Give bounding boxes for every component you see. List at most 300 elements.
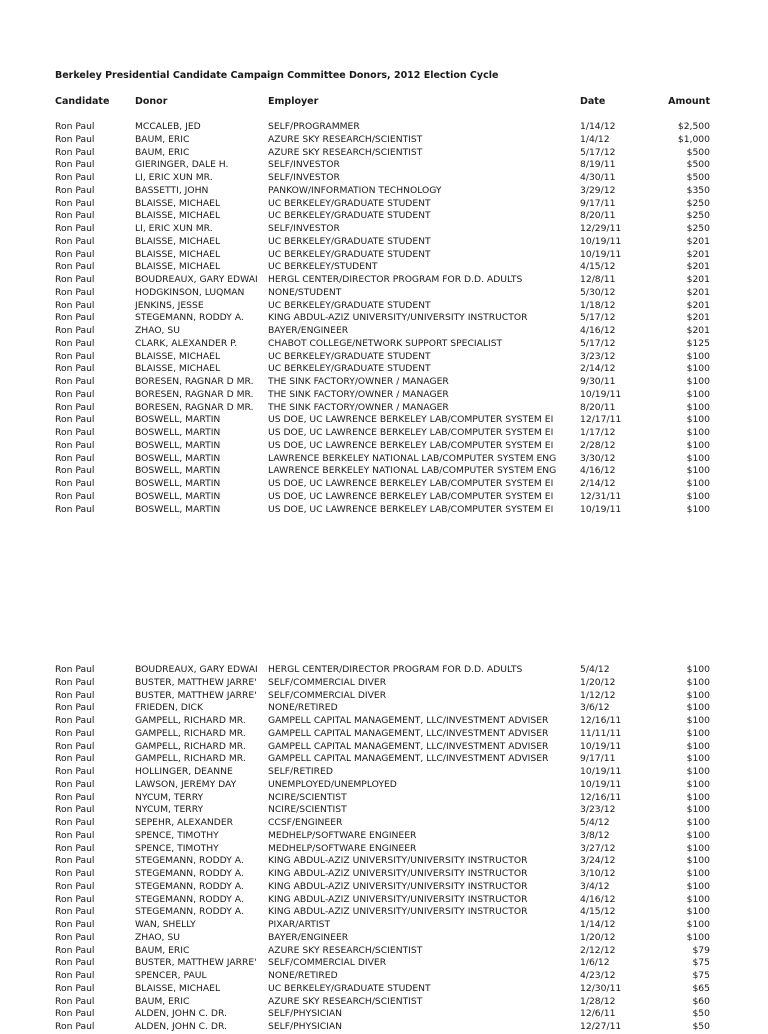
donor-table-page-2 [0,664,768,1034]
candidate-cell: Ron Paul [55,740,95,752]
donor-cell: SPENCE, TIMOTHY [135,829,219,841]
employer-cell: US DOE, UC LAWRENCE BERKELEY LAB/COMPUTER SYSTEM EI [268,478,554,489]
donor-cell: BUSTER, MATTHEW JARRE' [135,676,257,688]
table-row [0,817,768,830]
candidate-cell: Ron Paul [55,753,95,765]
donor-cell: BLAISSE, MICHAEL [135,982,221,994]
table-row [0,843,768,856]
candidate-cell: Ron Paul [55,893,95,905]
table-row [0,363,768,376]
amount-cell: $350 [686,184,710,196]
employer-cell: KING ABDUL-AZIZ UNIVERSITY/UNIVERSITY INSTRUCTOR [268,893,528,905]
table-row [0,453,768,466]
table-row [0,312,768,325]
donor-cell: CLARK, ALEXANDER P. [135,337,238,349]
employer-cell: THE SINK FACTORY/OWNER / MANAGER [268,376,449,387]
table-row [0,338,768,351]
candidate-cell: Ron Paul [55,944,95,956]
candidate-cell: Ron Paul [55,184,95,196]
amount-cell: $50 [692,1008,710,1020]
table-row [0,983,768,996]
column-header-date: Date [580,96,606,107]
table-row [0,402,768,415]
date-cell: 5/30/12 [580,286,616,298]
amount-cell: $100 [686,906,710,918]
employer-cell: AZURE SKY RESEARCH/SCIENTIST [268,995,423,1007]
donor-cell: GIERINGER, DALE H. [135,159,229,171]
date-cell: 12/6/11 [580,1008,616,1020]
donor-cell: GAMPELL, RICHARD MR. [135,740,246,752]
date-cell: 12/16/11 [580,791,622,803]
donor-cell: BLAISSE, MICHAEL [135,235,221,247]
candidate-cell: Ron Paul [55,868,95,879]
candidate-cell: Ron Paul [55,676,95,688]
donor-cell: HOLLINGER, DEANNE [135,766,233,777]
table-row [0,894,768,907]
date-cell: 3/8/12 [580,829,610,841]
employer-cell: SELF/COMMERCIAL DIVER [268,689,387,701]
employer-cell: US DOE, UC LAWRENCE BERKELEY LAB/COMPUTER SYSTEM EI [268,414,554,426]
employer-cell: MEDHELP/SOFTWARE ENGINEER [268,842,417,854]
donor-cell: BOSWELL, MARTIN [135,414,221,426]
amount-cell: $201 [686,261,710,273]
candidate-cell: Ron Paul [55,414,95,426]
date-cell: 10/19/11 [580,503,622,515]
date-cell: 5/17/12 [580,146,616,158]
candidate-cell: Ron Paul [55,248,95,260]
employer-cell: UC BERKELEY/GRADUATE STUDENT [268,982,431,994]
candidate-cell: Ron Paul [55,982,95,994]
employer-cell: US DOE, UC LAWRENCE BERKELEY LAB/COMPUTER SYSTEM EI [268,490,554,502]
column-header-candidate: Candidate [55,96,110,107]
date-cell: 1/14/12 [580,919,616,930]
candidate-cell: Ron Paul [55,439,95,451]
amount-cell: $100 [686,439,710,451]
employer-cell: SELF/INVESTOR [268,159,340,171]
amount-cell: $100 [686,401,710,413]
amount-cell: $100 [686,931,710,943]
amount-cell: $100 [686,414,710,426]
table-row [0,159,768,172]
donor-cell: LAWSON, JEREMY DAY [135,778,237,790]
amount-cell: $65 [692,982,710,994]
amount-cell: $100 [686,363,710,375]
date-cell: 3/27/12 [580,842,616,854]
donor-cell: BLAISSE, MICHAEL [135,363,221,375]
table-row [0,690,768,703]
employer-cell: LAWRENCE BERKELEY NATIONAL LAB/COMPUTER SYSTEM ENG [268,452,557,464]
employer-cell: KING ABDUL-AZIZ UNIVERSITY/UNIVERSITY INSTRUCTOR [268,880,528,892]
amount-cell: $201 [686,274,710,285]
date-cell: 5/17/12 [580,312,616,324]
candidate-cell: Ron Paul [55,931,95,943]
amount-cell: $100 [686,753,710,765]
employer-cell: SELF/INVESTOR [268,223,340,234]
donor-cell: BAUM, ERIC [135,995,190,1007]
date-cell: 2/12/12 [580,944,616,956]
table-row [0,389,768,402]
donor-cell: BOSWELL, MARTIN [135,503,221,515]
date-cell: 1/28/12 [580,995,616,1007]
table-row [0,741,768,754]
donor-cell: BLAISSE, MICHAEL [135,350,221,362]
date-cell: 1/14/12 [580,121,616,132]
date-cell: 9/17/11 [580,753,616,765]
employer-cell: HERGL CENTER/DIRECTOR PROGRAM FOR D.D. ADULTS [268,664,523,675]
candidate-cell: Ron Paul [55,350,95,362]
amount-cell: $100 [686,376,710,387]
table-row [0,906,768,919]
candidate-cell: Ron Paul [55,121,95,132]
amount-cell: $100 [686,804,710,816]
table-row [0,932,768,945]
table-row [0,830,768,843]
table-row [0,779,768,792]
amount-cell: $100 [686,842,710,854]
amount-cell: $1,000 [677,133,710,145]
candidate-cell: Ron Paul [55,325,95,336]
table-row [0,210,768,223]
donor-cell: SEPEHR, ALEXANDER [135,817,234,828]
table-row [0,804,768,817]
date-cell: 2/28/12 [580,439,616,451]
donor-cell: STEGEMANN, RODDY A. [135,868,244,879]
column-header-employer: Employer [268,96,319,107]
donor-cell: NYCUM, TERRY [135,804,204,816]
donor-cell: BLAISSE, MICHAEL [135,210,221,222]
donor-cell: STEGEMANN, RODDY A. [135,880,244,892]
candidate-cell: Ron Paul [55,235,95,247]
date-cell: 1/18/12 [580,299,616,311]
employer-cell: NONE/STUDENT [268,286,342,298]
candidate-cell: Ron Paul [55,452,95,464]
candidate-cell: Ron Paul [55,478,95,489]
employer-cell: PIXAR/ARTIST [268,919,331,930]
donor-cell: BOSWELL, MARTIN [135,427,221,438]
amount-cell: $201 [686,286,710,298]
candidate-cell: Ron Paul [55,855,95,867]
employer-cell: UC BERKELEY/GRADUATE STUDENT [268,235,431,247]
donor-cell: BOSWELL, MARTIN [135,452,221,464]
employer-cell: THE SINK FACTORY/OWNER / MANAGER [268,388,449,400]
date-cell: 10/19/11 [580,248,622,260]
employer-cell: SELF/INVESTOR [268,172,340,183]
donor-cell: SPENCE, TIMOTHY [135,842,219,854]
donor-cell: BOUDREAUX, GARY EDWAI [135,664,258,675]
candidate-cell: Ron Paul [55,376,95,387]
table-row [0,185,768,198]
date-cell: 12/27/11 [580,1021,622,1032]
donor-cell: LI, ERIC XUN MR. [135,172,213,183]
employer-cell: GAMPELL CAPITAL MANAGEMENT, LLC/INVESTMENT ADVISER [268,753,549,765]
employer-cell: AZURE SKY RESEARCH/SCIENTIST [268,133,423,145]
amount-cell: $250 [686,210,710,222]
candidate-cell: Ron Paul [55,465,95,477]
employer-cell: THE SINK FACTORY/OWNER / MANAGER [268,401,449,413]
table-row [0,766,768,779]
employer-cell: KING ABDUL-AZIZ UNIVERSITY/UNIVERSITY INSTRUCTOR [268,855,528,867]
candidate-cell: Ron Paul [55,401,95,413]
amount-cell: $100 [686,919,710,930]
amount-cell: $100 [686,676,710,688]
amount-cell: $100 [686,689,710,701]
column-header-donor: Donor [135,96,168,107]
date-cell: 3/6/12 [580,702,610,714]
employer-cell: UC BERKELEY/GRADUATE STUDENT [268,197,431,209]
amount-cell: $79 [692,944,710,956]
donor-cell: STEGEMANN, RODDY A. [135,855,244,867]
amount-cell: $500 [686,146,710,158]
table-row [0,147,768,160]
table-row [0,1008,768,1021]
candidate-cell: Ron Paul [55,337,95,349]
date-cell: 3/10/12 [580,868,616,879]
employer-cell: US DOE, UC LAWRENCE BERKELEY LAB/COMPUTER SYSTEM EI [268,439,554,451]
employer-cell: BAYER/ENGINEER [268,931,349,943]
column-header-amount: Amount [668,96,710,107]
donor-cell: STEGEMANN, RODDY A. [135,893,244,905]
candidate-cell: Ron Paul [55,172,95,183]
candidate-cell: Ron Paul [55,1021,95,1032]
table-row [0,236,768,249]
donor-cell: BOSWELL, MARTIN [135,465,221,477]
candidate-cell: Ron Paul [55,223,95,234]
table-row [0,223,768,236]
table-row [0,1021,768,1034]
donor-cell: BAUM, ERIC [135,146,190,158]
date-cell: 1/6/12 [580,957,610,969]
candidate-cell: Ron Paul [55,159,95,171]
table-row [0,427,768,440]
donor-cell: NYCUM, TERRY [135,791,204,803]
employer-cell: LAWRENCE BERKELEY NATIONAL LAB/COMPUTER SYSTEM ENG [268,465,557,477]
employer-cell: NONE/RETIRED [268,970,338,981]
candidate-cell: Ron Paul [55,427,95,438]
employer-cell: UNEMPLOYED/UNEMPLOYED [268,778,397,790]
amount-cell: $75 [692,970,710,981]
amount-cell: $100 [686,715,710,726]
date-cell: 8/19/11 [580,159,616,171]
amount-cell: $100 [686,893,710,905]
amount-cell: $100 [686,740,710,752]
candidate-cell: Ron Paul [55,791,95,803]
donor-cell: HODGKINSON, LUQMAN [135,286,245,298]
table-row [0,198,768,211]
employer-cell: SELF/PHYSICIAN [268,1021,343,1032]
table-row [0,478,768,491]
table-row [0,753,768,766]
candidate-cell: Ron Paul [55,274,95,285]
employer-cell: US DOE, UC LAWRENCE BERKELEY LAB/COMPUTER SYSTEM EI [268,427,554,438]
amount-cell: $250 [686,197,710,209]
table-row [0,465,768,478]
employer-cell: MEDHELP/SOFTWARE ENGINEER [268,829,417,841]
table-row [0,728,768,741]
donor-cell: FRIEDEN, DICK [135,702,204,714]
donor-cell: MCCALEB, JED [135,121,201,132]
donor-cell: BLAISSE, MICHAEL [135,261,221,273]
amount-cell: $201 [686,235,710,247]
amount-cell: $100 [686,427,710,438]
date-cell: 3/30/12 [580,452,616,464]
employer-cell: HERGL CENTER/DIRECTOR PROGRAM FOR D.D. ADULTS [268,274,523,285]
table-row [0,504,768,517]
table-row [0,274,768,287]
date-cell: 10/19/11 [580,778,622,790]
date-cell: 3/4/12 [580,880,610,892]
date-cell: 1/12/12 [580,689,616,701]
employer-cell: KING ABDUL-AZIZ UNIVERSITY/UNIVERSITY INSTRUCTOR [268,868,528,879]
amount-cell: $50 [692,1021,710,1032]
employer-cell: AZURE SKY RESEARCH/SCIENTIST [268,146,423,158]
table-row [0,414,768,427]
employer-cell: CCSF/ENGINEER [268,817,343,828]
table-row [0,715,768,728]
table-row [0,351,768,364]
candidate-cell: Ron Paul [55,1008,95,1020]
candidate-cell: Ron Paul [55,689,95,701]
table-row [0,881,768,894]
donor-cell: BOSWELL, MARTIN [135,490,221,502]
employer-cell: SELF/PHYSICIAN [268,1008,343,1020]
employer-cell: UC BERKELEY/GRADUATE STUDENT [268,363,431,375]
employer-cell: NCIRE/SCIENTIST [268,791,347,803]
date-cell: 1/20/12 [580,676,616,688]
date-cell: 5/4/12 [580,817,610,828]
table-row [0,664,768,677]
donor-cell: BAUM, ERIC [135,944,190,956]
date-cell: 12/8/11 [580,274,616,285]
table-row [0,287,768,300]
date-cell: 2/14/12 [580,363,616,375]
amount-cell: $100 [686,855,710,867]
donor-cell: BUSTER, MATTHEW JARRE' [135,689,257,701]
donor-cell: BORESEN, RAGNAR D MR. [135,376,254,387]
table-row [0,919,768,932]
candidate-cell: Ron Paul [55,778,95,790]
donor-cell: ZHAO, SU [135,325,180,336]
amount-cell: $201 [686,248,710,260]
date-cell: 9/30/11 [580,376,616,387]
amount-cell: $100 [686,817,710,828]
employer-cell: UC BERKELEY/GRADUATE STUDENT [268,350,431,362]
amount-cell: $100 [686,829,710,841]
donor-cell: JENKINS, JESSE [135,299,204,311]
employer-cell: UC BERKELEY/STUDENT [268,261,378,273]
table-row [0,376,768,389]
amount-cell: $100 [686,791,710,803]
table-row [0,134,768,147]
date-cell: 10/19/11 [580,235,622,247]
employer-cell: SELF/RETIRED [268,766,333,777]
table-row [0,970,768,983]
donor-cell: ALDEN, JOHN C. DR. [135,1008,227,1020]
table-row [0,249,768,262]
amount-cell: $60 [692,995,710,1007]
employer-cell: US DOE, UC LAWRENCE BERKELEY LAB/COMPUTER SYSTEM EI [268,503,554,515]
donor-cell: GAMPELL, RICHARD MR. [135,753,246,765]
employer-cell: NCIRE/SCIENTIST [268,804,347,816]
date-cell: 4/16/12 [580,465,616,477]
date-cell: 12/31/11 [580,490,622,502]
amount-cell: $100 [686,766,710,777]
candidate-cell: Ron Paul [55,766,95,777]
amount-cell: $201 [686,325,710,336]
employer-cell: GAMPELL CAPITAL MANAGEMENT, LLC/INVESTMENT ADVISER [268,740,549,752]
date-cell: 12/30/11 [580,982,622,994]
table-row [0,121,768,134]
amount-cell: $100 [686,880,710,892]
date-cell: 5/17/12 [580,337,616,349]
donor-cell: BUSTER, MATTHEW JARRE' [135,957,257,969]
date-cell: 4/16/12 [580,325,616,336]
donor-table-page-1 [0,121,768,516]
candidate-cell: Ron Paul [55,817,95,828]
employer-cell: GAMPELL CAPITAL MANAGEMENT, LLC/INVESTMENT ADVISER [268,715,549,726]
donor-cell: BORESEN, RAGNAR D MR. [135,401,254,413]
candidate-cell: Ron Paul [55,261,95,273]
table-row [0,172,768,185]
date-cell: 8/20/11 [580,210,616,222]
table-row [0,261,768,274]
candidate-cell: Ron Paul [55,804,95,816]
date-cell: 10/19/11 [580,766,622,777]
donor-cell: GAMPELL, RICHARD MR. [135,715,246,726]
candidate-cell: Ron Paul [55,197,95,209]
date-cell: 4/16/12 [580,893,616,905]
candidate-cell: Ron Paul [55,299,95,311]
table-row [0,440,768,453]
amount-cell: $100 [686,465,710,477]
amount-cell: $201 [686,312,710,324]
date-cell: 3/29/12 [580,184,616,196]
candidate-cell: Ron Paul [55,388,95,400]
candidate-cell: Ron Paul [55,957,95,969]
candidate-cell: Ron Paul [55,490,95,502]
amount-cell: $100 [686,664,710,675]
amount-cell: $500 [686,172,710,183]
date-cell: 2/14/12 [580,478,616,489]
amount-cell: $100 [686,503,710,515]
candidate-cell: Ron Paul [55,995,95,1007]
employer-cell: SELF/PROGRAMMER [268,121,360,132]
donor-cell: BASSETTI, JOHN [135,184,209,196]
candidate-cell: Ron Paul [55,727,95,739]
amount-cell: $100 [686,702,710,714]
date-cell: 3/23/12 [580,350,616,362]
date-cell: 12/17/11 [580,414,622,426]
donor-cell: STEGEMANN, RODDY A. [135,312,244,324]
table-row [0,945,768,958]
donor-cell: ZHAO, SU [135,931,180,943]
donor-cell: GAMPELL, RICHARD MR. [135,727,246,739]
amount-cell: $100 [686,778,710,790]
candidate-cell: Ron Paul [55,906,95,918]
amount-cell: $100 [686,727,710,739]
date-cell: 4/23/12 [580,970,616,981]
amount-cell: $100 [686,868,710,879]
amount-cell: $100 [686,350,710,362]
employer-cell: AZURE SKY RESEARCH/SCIENTIST [268,944,423,956]
candidate-cell: Ron Paul [55,286,95,298]
donor-cell: BLAISSE, MICHAEL [135,197,221,209]
amount-cell: $100 [686,490,710,502]
employer-cell: UC BERKELEY/GRADUATE STUDENT [268,210,431,222]
date-cell: 5/4/12 [580,664,610,675]
donor-cell: LI, ERIC XUN MR. [135,223,213,234]
document-title: Berkeley Presidential Candidate Campaign Committee Donors, 2012 Election Cycle [55,70,499,81]
date-cell: 1/4/12 [580,133,610,145]
